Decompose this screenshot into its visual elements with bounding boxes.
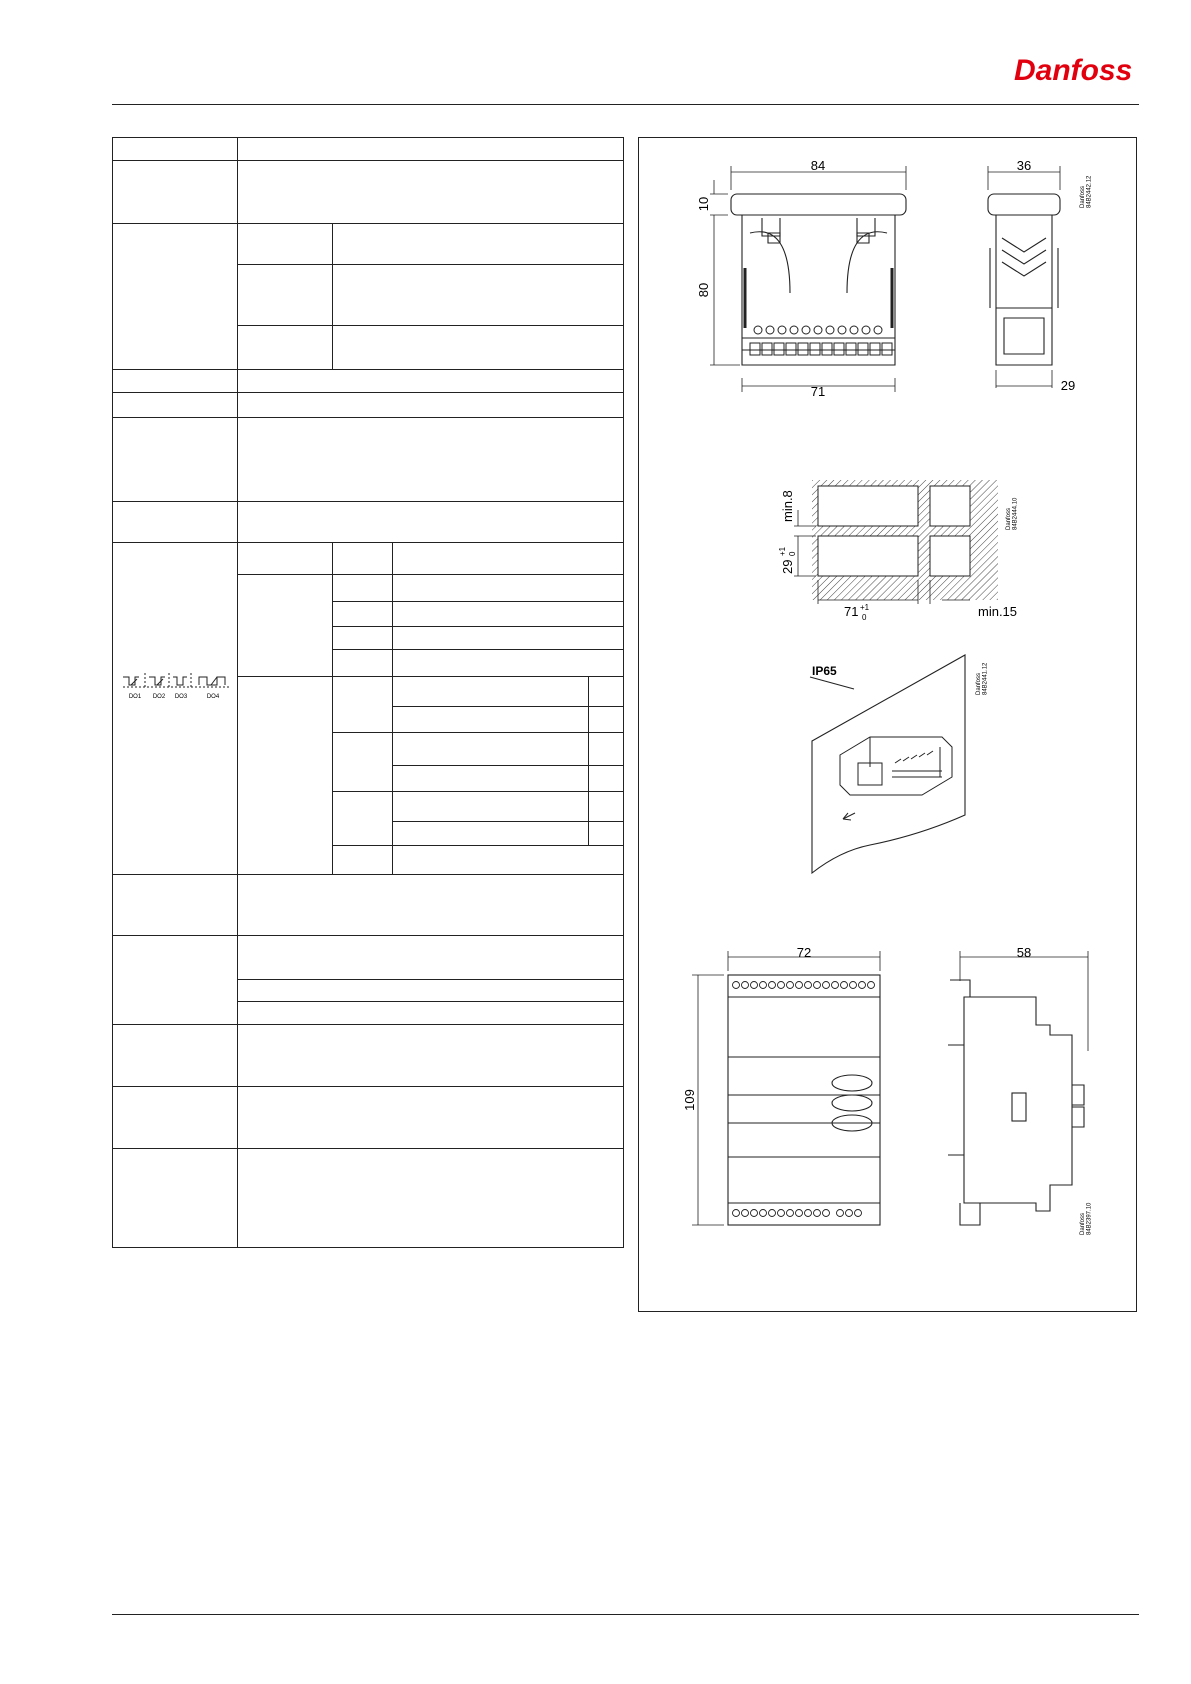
footer-rule bbox=[112, 1614, 1139, 1615]
dim-din-depth: 58 bbox=[1016, 945, 1032, 960]
dim-din-height: 109 bbox=[682, 1089, 697, 1111]
dim-cutout-width: 71 bbox=[844, 604, 859, 619]
dim-cutout-spacing-v: min.8 bbox=[780, 490, 795, 522]
gasket-label: IP65 bbox=[812, 664, 837, 678]
din-front-drawing bbox=[680, 945, 880, 1235]
relay-contacts-symbol bbox=[121, 671, 231, 703]
specification-table bbox=[112, 137, 624, 1248]
dim-side-width: 36 bbox=[1016, 158, 1032, 173]
relay-label-do1: DO1 bbox=[128, 694, 142, 700]
panel-mount-drawing bbox=[690, 158, 1100, 398]
brand-wordmark: Danfoss bbox=[1014, 54, 1133, 87]
drawing-code-din: Danfoss84B2397.10 bbox=[1080, 1202, 1093, 1235]
danfoss-logo bbox=[1010, 46, 1135, 94]
dim-cutout-height: 29 bbox=[780, 559, 795, 574]
drawing-code-panel: Danfoss84B2442.12 bbox=[1080, 175, 1093, 208]
relay-label-do4: DO4 bbox=[206, 694, 220, 700]
dim-front-bezel: 10 bbox=[696, 196, 711, 212]
dim-front-width: 84 bbox=[810, 158, 826, 173]
dim-cutout-spacing-h: min.15 bbox=[978, 604, 1018, 619]
dim-cutout-height-tol-lower: 0 bbox=[788, 551, 797, 556]
dim-cutout-width-tol-upper: +1 bbox=[860, 603, 870, 612]
panel-cutout-drawing bbox=[780, 470, 1020, 630]
dim-cutout-height-tol-upper: +1 bbox=[778, 546, 787, 556]
relay-label-do2: DO2 bbox=[152, 694, 166, 700]
drawing-code-gasket: Danfoss84B2441.12 bbox=[976, 662, 989, 695]
ip65-mounting-drawing bbox=[800, 645, 1020, 875]
dim-front-rear-width: 71 bbox=[810, 384, 826, 399]
dim-side-depth: 29 bbox=[1060, 378, 1076, 393]
relay-label-do3: DO3 bbox=[174, 694, 188, 700]
din-side-drawing bbox=[920, 945, 1100, 1235]
dim-din-width: 72 bbox=[796, 945, 812, 960]
header-rule bbox=[112, 104, 1139, 105]
dim-front-height: 80 bbox=[696, 282, 711, 298]
dim-cutout-width-tol-lower: 0 bbox=[862, 613, 867, 622]
drawing-code-cutout: Danfoss84B2444.10 bbox=[1006, 497, 1019, 530]
